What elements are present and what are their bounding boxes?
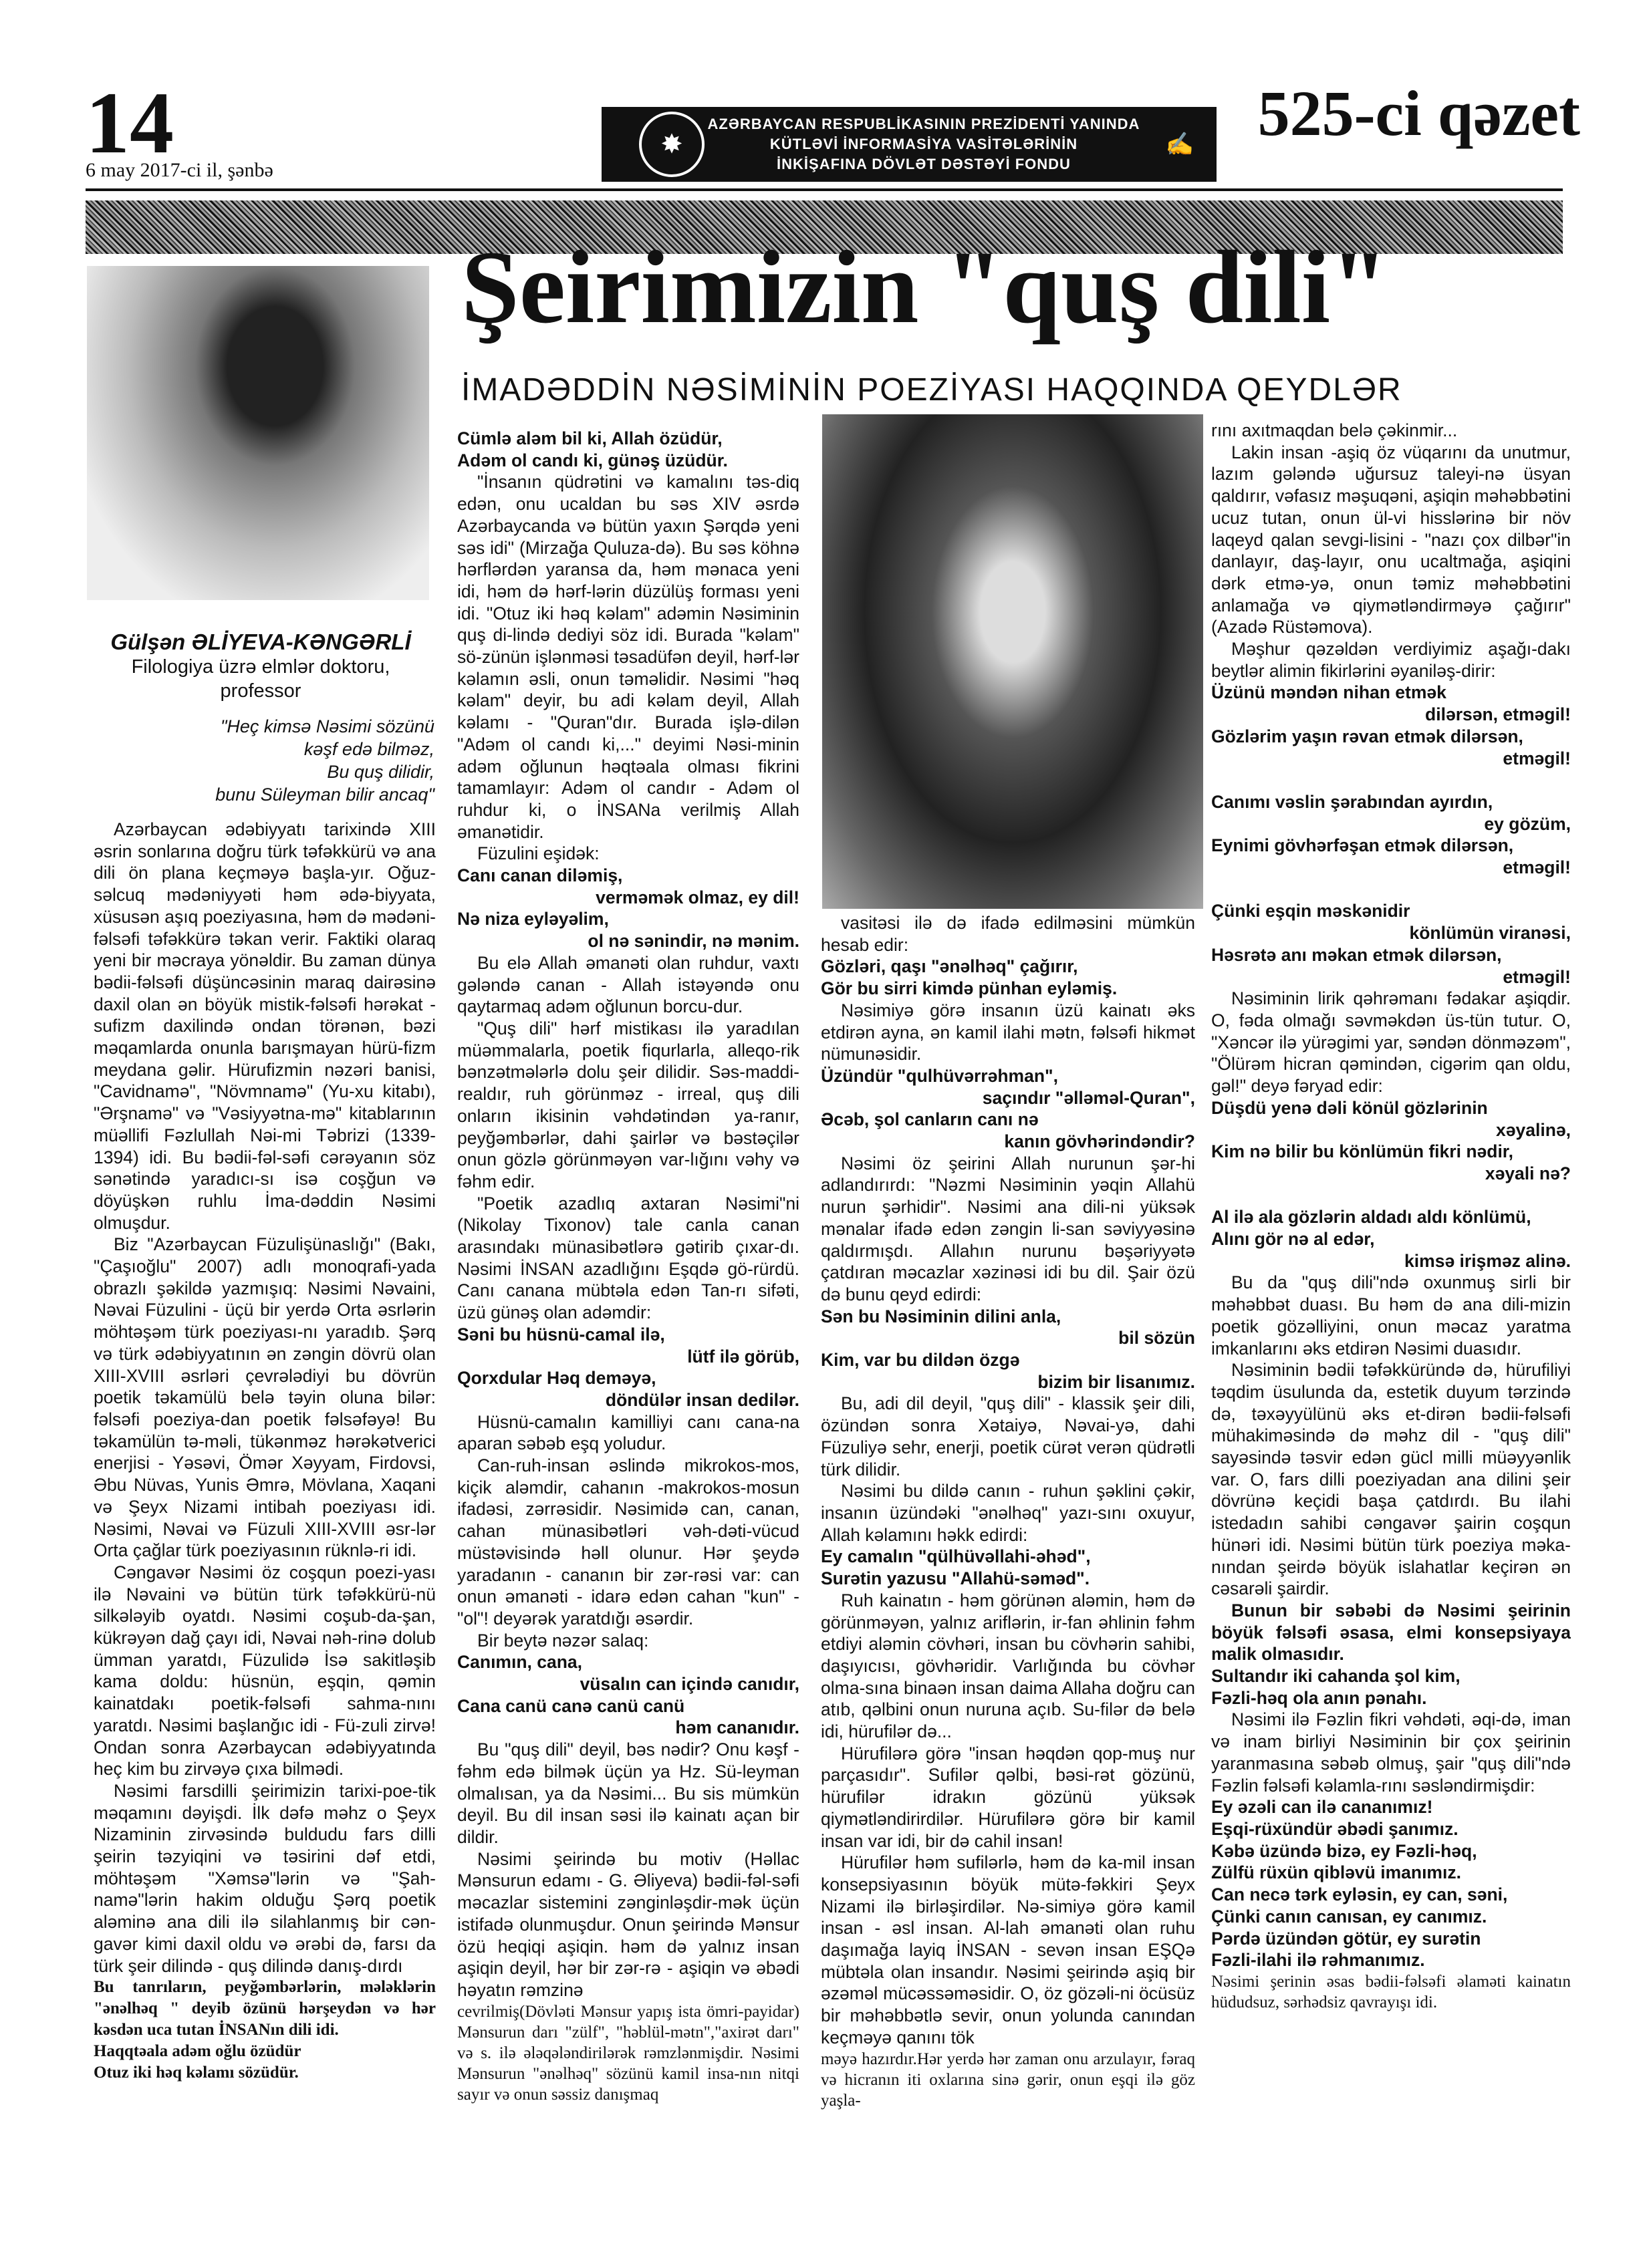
verse-line: Sultandır iki cahanda şol kim, bbox=[1211, 1666, 1461, 1687]
verse-line: ol nə sənindir, nə mənim. bbox=[588, 931, 799, 952]
header-rule bbox=[86, 188, 1563, 191]
paragraph: "Poetik azadlıq axtaran Nəsimi"ni (Nikolay Tixonov) tale canla canan arasındakı münasibətlərə gətirib çıxar-dı. Nəsimi İNSAN azadlığını Eşqdə gö-rürdü. Canı canana mübtəla edən Tan-rı sifəti, üzü günəş olan adəmdir: bbox=[457, 1193, 799, 1323]
article-subtitle: İMADƏDDİN NƏSİMİNİN POEZİYASI HAQQINDA QEYDLƏR bbox=[461, 372, 1402, 408]
paragraph: cevrilmiş(Dövləti Mənsur yapış ista ömri-payidar) Mənsurun darı "zülf", "həblül-mətn","axirət darı" və s. ilə ələqələndirilərək rəmzlənmişdir. Nəsimi Mənsurun "ənəlhəq" sözünü kamil insa-nın nitqi sayır və onun səssiz danışmaq bbox=[457, 2002, 799, 2104]
paragraph: Hürufilərə görə "insan həqdən qop-muş nur parçasıdır". Sufilər qəlbi, bəsi-rət gözünü, hürufilər idrakın gözünü yüksək qiymətləndirirdilər. Hürufilərə görə bir kamil insan var idi, bir də cahil insan! bbox=[821, 1743, 1195, 1851]
verse-line: bizim bir lisanımız. bbox=[1037, 1371, 1195, 1392]
verse-line: Kim, var bu dildən özgə bbox=[821, 1350, 1020, 1371]
newspaper-name: 525-ci qəzet bbox=[1257, 78, 1580, 149]
epigraph-line: kəşf edə bilməz, bbox=[303, 739, 434, 759]
paragraph: Nəsimi bu dildə canın - ruhun şəklini çəkir, insanın üzündəki "ənəlhəq" yazı-sını oxuyur, Allah kəlamını həkk edirdi: bbox=[821, 1481, 1195, 1545]
fund-line: KÜTLƏVİ İNFORMASİYA VASİTƏLƏRİNİN bbox=[769, 136, 1078, 152]
verse-line: Çünki eşqin məskənidir bbox=[1211, 901, 1410, 922]
signature-icon: ✍ bbox=[1165, 132, 1194, 157]
verse-line: Cana canü canə canü canü bbox=[457, 1695, 685, 1716]
author-name: Gülşən ƏLİYEVA-KƏNGƏRLİ bbox=[110, 629, 411, 654]
verse-line: verməmək olmaz, ey dil! bbox=[596, 887, 799, 907]
verse-line: Həsrətə anı məkan etmək dilərsən, bbox=[1211, 944, 1502, 965]
paragraph: Hürufilər həm sufilərlə, həm də ka-mil insan konsepsiyasının böyük mütə-fəkkiri Şeyx Nizami ilə birləşirdilər. Nə-simiyə görə kamil insan - əsl insan. Al-lah əmanəti olan ruhu daşımağa layiq İNSAN - sevən insan EŞQə mübtəla olan insandır. Nəsimi şeirində aşiq bir əzəməl mücəssəməsidir. O, öz gözəli-ni öcüsüz bir məhəbbətlə sevir, onun yolunda canından keçməyə qanını tök bbox=[821, 1852, 1195, 2047]
paragraph: Bu "quş dili" deyil, bəs nədir? Onu kəşf - fəhm edə bilmək üçün ya Hz. Sü-leyman olmalısan, ya da Nəsimi... Bu sis mümkün deyil. Bu dil insan səsi ilə kainatı açan bir dildir. bbox=[457, 1739, 799, 1847]
verse-line: Fəzli-ilahi ilə rəhmanımız. bbox=[1211, 1950, 1425, 1971]
verse-line: Üzündür "qulhüvərrəhman", bbox=[821, 1065, 1058, 1086]
paragraph: Hüsnü-camalın kamilliyi canı cana-na aparan səbəb eşq yoludur. bbox=[457, 1411, 799, 1454]
verse-line: Düşdü yenə dəli könül gözlərinin bbox=[1211, 1097, 1488, 1118]
text-column-2 bbox=[457, 428, 799, 2225]
paragraph: Bu tanrıların, peyğəmbərlərin, mələklərin "ənəlhəq " deyib özünü hərşeydən və hər kəsdən uca tutan İNSANın dili idi. bbox=[94, 1978, 436, 2039]
state-emblem-icon: ✸ bbox=[639, 112, 705, 177]
verse-line: Ey camalın "qülhüvəllahi-əhəd", bbox=[821, 1546, 1091, 1567]
paragraph bbox=[1211, 769, 1571, 791]
verse-line: həm cananıdır. bbox=[675, 1717, 799, 1738]
paragraph: Haqqtəala adəm oğlu özüdür bbox=[94, 2042, 301, 2061]
paragraph: Bu da "quş dili"ndə oxunmuş sirli bir məhəbbət duası. Bu həm də ana dili-mizin poetik gözəlliyini, onun məcaz yaratma imkanlarını əks etdirən Nəsimi duasıdır. bbox=[1211, 1272, 1571, 1359]
paragraph: məyə hazırdır.Hər yerdə hər zaman onu arzulayır, fəraq və hicranın iti oxlarına sinə gərir, onun eşqi ilə göz yaşla- bbox=[821, 2049, 1195, 2110]
verse-line: Canı canan diləmiş, bbox=[457, 865, 623, 886]
verse-line: Üzünü məndən nihan etmək bbox=[1211, 682, 1446, 703]
paragraph: Can-ruh-insan əslində mikrokos-mos, kiçik aləmdir, cahanın -makrokos-mosun ifadəsi, zərrəsidir. Nəsimidə can, canan, cahan münasibətləri vəh-dəti-vücud müstəvisində həll olunur. Hər şeydə yaradanın - cananın bir zər-rəsi var: can onun əmanəti - idarə edən cahan "kun" - "ol"! deyərək yaratdığı əsərdir. bbox=[457, 1455, 799, 1628]
verse-line: Zülfü rüxün qiblәvü imanımız. bbox=[1211, 1862, 1461, 1883]
paragraph: Biz "Azərbaycan Füzulişünaslığı" (Bakı, "Çaşıoğlu" 2007) adlı monoqrafi-yada obrazlı şəkildə yazmışıq: Nəsimi Nəvaini, Nəvai Füzulini - üçü bir yerdə Orta əsrlərin möhtəşəm türk poeziyası-nı yaradıb. Şərq və türk ədəbiyyatının ən zəngin dövrü olan XIII-XVIII əsrləri çevrələdiyi bu dövrün poetik təkamülü belə təyin oluna bilər: fəlsəfi poeziya-dan poetik fəlsəfəyə! Bu təkamülün tə-məli, tükənməz hərəkətverici enerjisi - Yəsəvi, Ömər Xəyyam, Firdovsi, Əbu Nüvas, Yunis Əmrə, Mövlana, Xaqani və Şeyx Nizami intibah poeziyası idi. Nəsimi, Nəvai və Füzuli XIII-XVIII əsr-lər Orta çağlar türk poeziyasının rüknlə-ri idi. bbox=[94, 1234, 436, 1561]
paragraph: rını axıtmaqdan belə çəkinmir... bbox=[1211, 420, 1458, 440]
verse-line: Gör bu sirri kimdə pünhan eyləmiş. bbox=[821, 978, 1118, 999]
verse-line: Adəm ol candı ki, günəş üzüdür. bbox=[457, 450, 728, 470]
paragraph: Bu, adi dil deyil, "quş dili" - klassik şeir dili, özündən sonra Xətaiyə, Nəvai-yə, dahi Füzuliyə sehr, enerji, poetik cürət verən qüdrətli türk dilidir. bbox=[821, 1393, 1195, 1479]
verse-line: Kim nə bilir bu könlümün fikri nədir, bbox=[1211, 1141, 1514, 1162]
paragraph: Nəsiminin lirik qəhrəmanı fədakar aşiqdir. O, fəda olmağı səvməkdən üs-tün tutur. O, "Xəncər ilə yürəgimi yar, səndən dönməzəm", "Ölürəm hicran qəmindən, cigərim qan oldu, gəl!" deyə fəryad edir: bbox=[1211, 988, 1571, 1097]
author-role-line: professor bbox=[220, 680, 301, 702]
verse-line: bil sözün bbox=[1118, 1328, 1195, 1349]
paragraph: Cəngavər Nəsimi öz coşqun poezi-yası ilə Nəvaini və bütün türk təfəkkürü-nü silkələyib oyatdı. Nəsimi coşub-da-şan, kükrəyən dağ çayı idi, Nəvai nəh-rinə dolub ümman yaratdı, Füzulidə İsə sakitləşib kama doldu: hüsnün, eşqin, qəmin kainatdakı poetik-fəlsəfi sahma-nını yaratdı. Nəsimi başlanğıc idi - Fü-zuli zirvə! Ondan sonra Azərbaycan ədəbiyyatında heç kim bu zirvəyə çıxa bilmədi. bbox=[94, 1562, 436, 1780]
paragraph: Azərbaycan ədəbiyyatı tarixində XIII əsrin sonlarına doğru türk təfəkkürü və ana dili ön plana keçməyə başla-yır. Oğuz-səlcuq mədəniyyəti həm ədə-biyyata, xüsusən aşıq poeziyasına, həm də mədəni-fəlsəfi təfəkkürə təkan verir. Faktiki olaraq yeni bir məcraya yönəldir. Bu zaman dünya bədii-fəlsəfi düşüncəsinin maraq dairəsinə daxil olan ən böyük mistik-fəlsəfi hərəkat - sufizm daxilində ondan törənən, bəzi məqamlarda onunla barışmayan hürü-fizm meydana gəlir. Hürufizmin nəzəri banisi, "Cavidnamə", "Növmnamə" (Yu-xu kitabı), "Ərşnamə" və "Vəsiyyətna-mə" kitablarının müəllifi Fəzlullah Nəi-mi Təbrizi (1339-1394) idi. Bu bədii-fəl-səfi cərəyanın söz sənətində yaradıcı-sı isə coşğun və döyüşkən ruhlu İma-dəddin Nəsimi olmuşdur. bbox=[94, 819, 436, 1233]
paragraph: Nəsiminin bədii təfəkküründə də, hürufiliyi təqdim üsulunda da, estetik duyum tərzində də, təxəyyülünü əks et-dirən bədii-fəlsəfi mühakiməsində də məhz dil - "quş dili" sayəsində təsvir edən gücl milli müəyyənlik var. O, fars dilli poeziyadan ana dilini şeir dövrünə keçidi başa çatdırdı. Bu ilahi istedadın sahibi cəngavər şairin coşqun hünəri idi. Nəsimi bütün türk poeziya məka-nından şeirdə böyük islahatlar keçirən ən cəsarəli şairdir. bbox=[1211, 1360, 1571, 1599]
verse-line: Al ilə ala gözlərin aldadı aldı könlümü, bbox=[1211, 1207, 1531, 1228]
verse-line: Ey əzəli can ilə cananımız! bbox=[1211, 1797, 1433, 1818]
paragraph: Ruh kainatın - həm görünən aləmin, həm də görünməyən, yalnız ariflərin, ir-fan əhlinin fəhm etdiyi aləmin cövhəri, insan bu cövhərin sahibi, daşıyıcısı, gövhəridir. Varlığında bu cövhər olma-sına binaən insan daima Allaha doğru can atıb, qəlbini onun nuruna açıb. Su-filər də belə idi, hürufilər də... bbox=[821, 1590, 1195, 1742]
verse-line: kanın gövhərindəndir? bbox=[1004, 1131, 1195, 1152]
verse-line: Nə niza eyləyəlim, bbox=[457, 909, 609, 930]
verse-line: xəyalinə, bbox=[1496, 1119, 1571, 1140]
fund-text bbox=[705, 114, 1143, 174]
paragraph: Nəsimi şeirində bu motiv (Həllac Mənsurun edamı - G. Əliyeva) bədii-fəl-səfi məcazlar sistemini zənginləşdir-mək üçün istifadə olunmuşdur. Onun şeirində Mənsur özü heqiqi aşiqin. həm də yalnız insan aşiqin deyil, hər bir zər-rə - aşiqin və əbədi həyatın rəmzinə bbox=[457, 1848, 799, 2000]
verse-line: Gözləri, qaşı "ənəlhəq" çağırır, bbox=[821, 956, 1078, 977]
verse-line: Eynimi gövhərfəşan etmək dilərsən, bbox=[1211, 835, 1514, 856]
verse-line: Canımın, cana, bbox=[457, 1652, 583, 1673]
verse-line: etməgil! bbox=[1503, 748, 1571, 768]
verse-line: Fəzli-həq ola anın pənahı. bbox=[1211, 1687, 1427, 1708]
verse-line: Çünki canın canısan, ey canımız. bbox=[1211, 1906, 1487, 1927]
verse-line: Eşqi-rüxündür əbədi şanımız. bbox=[1211, 1819, 1459, 1839]
verse-line: saçındır "əlləməl-Quran", bbox=[982, 1087, 1195, 1108]
author-role bbox=[87, 655, 434, 703]
verse-line: ey gözüm, bbox=[1484, 813, 1571, 834]
verse-line: xəyali nə? bbox=[1485, 1163, 1571, 1183]
paragraph: "İnsanın qüdrətini və kamalını təs-diq edən, onu ucaldan bu səs XIV əsrdə Azərbaycanda və bütün yaxın Şərqdə yeni səs idi" (Mirzağa Quluza-də). Bu səs köhnə hərflərdən yaransa da, həm mənaca yeni idi, həm də hərf-lərin düzülüş forması yeni idi. "Otuz iki həq kəlam" adəmin Nəsiminin quş di-lində dediyi söz idi. Burada "kəlam" sö-zünün işlənməsi təsadüfən deyil, hərf-lər kəlamın əsli, onun təməlidir. Nəsimi "həq kəlam" deyir, bu adi kəlam deyil, Allah kəlamı - "Quran"dır. Burada işlə-dilən "Adəm ol candı ki,..." deyimi Nəsi-minin adəm oğlunun həqtəala olması fikrini tamamlayır: Adəm ol candır - Adəm ol ruhdur ki, o İNSANa verilmiş Allah əmanətidir. bbox=[457, 472, 799, 842]
verse-line: etməgil! bbox=[1503, 966, 1571, 987]
article-title: Şeirimizin "quş dili" bbox=[461, 229, 1388, 345]
verse-line: Cümlə aləm bil ki, Allah özüdür, bbox=[457, 428, 723, 448]
paragraph: Otuz iki həq kəlamı sözüdür. bbox=[94, 2064, 299, 2082]
paragraph: "Quş dili" hərf mistikası ilə yaradılan müəmmalarla, poetik fiqurlarla, alleqo-rik bənzətmələrlə dolu şeir dilidir. Səs-maddi- realdır, ruh görünməz - irreal, quş dili onların ikisinin vəhdətindən ya-ranır, peyğəmbərlər, dahi şairlər və bəstəçilər onun gözlə görünməyən var-lığını vəhy və fəhm edir. bbox=[457, 1018, 799, 1191]
verse-line: döndülər insan dedilər. bbox=[605, 1389, 799, 1410]
nasimi-portrait bbox=[822, 414, 1203, 909]
fund-banner bbox=[602, 107, 1217, 182]
verse-line: Qorxdular Həq deməyə, bbox=[457, 1368, 656, 1389]
paragraph: Nəsimi ilə Fəzlin fikri vəhdəti, əqi-də, iman və inam birliyi Nəsiminin bir çox şeirinin yaranmasına səbəb olmuş, şair "quş dili"ndə Fəzlin fəlsəfi kəlamla-rını səsləndirmişdir: bbox=[1211, 1709, 1571, 1796]
epigraph-line: bunu Süleyman bilir ancaq" bbox=[215, 785, 434, 805]
paragraph: Nəsimiyə görə insanın üzü kainatı əks etdirən ayna, ən kamil ilahi mətn, fəlsəfi hikmət nümunəsidir. bbox=[821, 1000, 1195, 1065]
verse-line: etməgil! bbox=[1503, 857, 1571, 878]
verse-line: Alını gör nə al edər, bbox=[1211, 1229, 1375, 1250]
verse-line: Can necə tərk eyləsin, ey can, səni, bbox=[1211, 1884, 1508, 1905]
paragraph: vasitəsi ilə də ifadə edilməsini mümkün hesab edir: bbox=[821, 913, 1195, 955]
verse-line: Səni bu hüsnü-camal ilə, bbox=[457, 1324, 665, 1344]
paragraph: Nəsimi öz şeirini Allah nurunun şər-hi adlandırırdı: "Nəzmi Nəsiminin yəqin Allahü nurun şərhidir". Nəsimi ana dili-ni yüksək mənalar ifadə edən zəngin li-san səviyyəsinə qaldırmışdı. Allahın nurunu bəşəriyyətə çatdıran məcazlar xəzinəsi idi bu dil. Şair özü də bunu qeyd edirdi: bbox=[821, 1153, 1195, 1304]
text-column-4 bbox=[1211, 420, 1571, 2224]
paragraph bbox=[1211, 879, 1571, 901]
verse-line: lütf ilə görüb, bbox=[687, 1346, 799, 1367]
author-photo bbox=[87, 266, 429, 600]
epigraph-line: "Heç kimsə Nəsimi sözünü bbox=[220, 716, 434, 736]
verse-line: Pərdə üzündən götür, ey surətin bbox=[1211, 1928, 1481, 1949]
verse-line: vüsalın can içində canıdır, bbox=[580, 1674, 799, 1695]
epigraph-line: Bu quş dilidir, bbox=[327, 762, 434, 782]
author-role-line: Filologiya üzrə elmlər doktoru, bbox=[131, 656, 390, 678]
verse-line: dilərsən, etmәgil! bbox=[1425, 704, 1571, 725]
verse-line: Gözlərim yaşın rəvan etmək dilərsən, bbox=[1211, 726, 1523, 746]
verse-line: könlümün viranəsi, bbox=[1409, 923, 1571, 944]
paragraph: Füzulini eşidək: bbox=[477, 843, 600, 864]
paragraph: Nəsimi şerinin əsas bədii-fəlsəfi əlaməti kainatın hüdudsuz, sərhədsiz qavrayışı idi. bbox=[1211, 1972, 1571, 2011]
verse-line: Əcəb, şol canların canı nə bbox=[821, 1109, 1039, 1130]
paragraph bbox=[1211, 1185, 1571, 1207]
verse-line: kimsə irişməz alinə. bbox=[1404, 1250, 1571, 1271]
paragraph: Məşhur qəzəldən verdiyimiz aşağı-dakı beytlər alimin fikirlərini əyanilәş-dirir: bbox=[1211, 639, 1571, 681]
text-column-3 bbox=[821, 912, 1195, 2215]
verse-line: Canımı vəslin şərabından ayırdın, bbox=[1211, 791, 1493, 812]
paragraph: Bunun bir səbəbi də Nəsimi şeirinin böyük fəlsəfi əsasa, elmi konsepsiyaya malik olmasıdır. bbox=[1211, 1600, 1571, 1665]
paragraph: Bu elə Allah əmanəti olan ruhdur, vaxtı gələndə canan - Allah istəyəndə onu qaytarmaq adəm oğlunun borcu-dur. bbox=[457, 952, 799, 1017]
verse-line: Surətin yazusu "Allahü-səməd". bbox=[821, 1568, 1090, 1589]
paragraph: Lakin insan -aşiq öz vüqarını da unutmur, lazım gələndə uğursuz taleyi-nə üsyan qaldırır, vəfasız məşuqəni, aşiqin məhəbbətini ucuz tutan, onun ül-vi hisslərinə bir növ laqeyd qalan sevgi-lisini - "nazı çox dilbər"in danlayır, daş-layır, onu ucaltmağa, aşiqini dərk etmə-yə, onun təmiz məhəbbətini anlamağa və qiymətləndirməyə çağırır" (Azadə Rüstəmova). bbox=[1211, 442, 1571, 637]
paragraph: Nəsimi farsdilli şeirimizin tarixi-poe-tik məqamını dəyişdi. İlk dəfə məhz o Şeyx Nizaminin zirvəsində buldudu fars dilli şeirin təzyiqini və təsirini dəf etdi, möhtəşəm "Xəmsə"lərin və "Şah-namə"lərin hakim olduğu Şərq poetik aləminə ana dili ilə silahlanmış bir cən-gavər kimi daxil oldu və ərəbi də, farsı da türk şeir dilində - quş dilində danış-dırdı bbox=[94, 1780, 436, 1976]
fund-line: AZƏRBAYCAN RESPUBLİKASININ PREZİDENTİ YANINDA bbox=[707, 116, 1140, 132]
verse-line: Sən bu Nəsiminin dilini anla, bbox=[821, 1306, 1061, 1326]
page-number: 14 bbox=[86, 74, 174, 172]
paragraph: Bir beytə nəzər salaq: bbox=[477, 1630, 649, 1651]
verse-line: Kəbə üzündə bizə, ey Fəzli-həq, bbox=[1211, 1840, 1477, 1861]
fund-line: İNKİŞAFINA DÖVLƏT DƏSTƏYİ FONDU bbox=[777, 156, 1071, 172]
epigraph bbox=[120, 715, 434, 806]
issue-date: 6 may 2017-ci il, şənbə bbox=[86, 159, 273, 181]
text-column-1 bbox=[94, 819, 436, 2205]
